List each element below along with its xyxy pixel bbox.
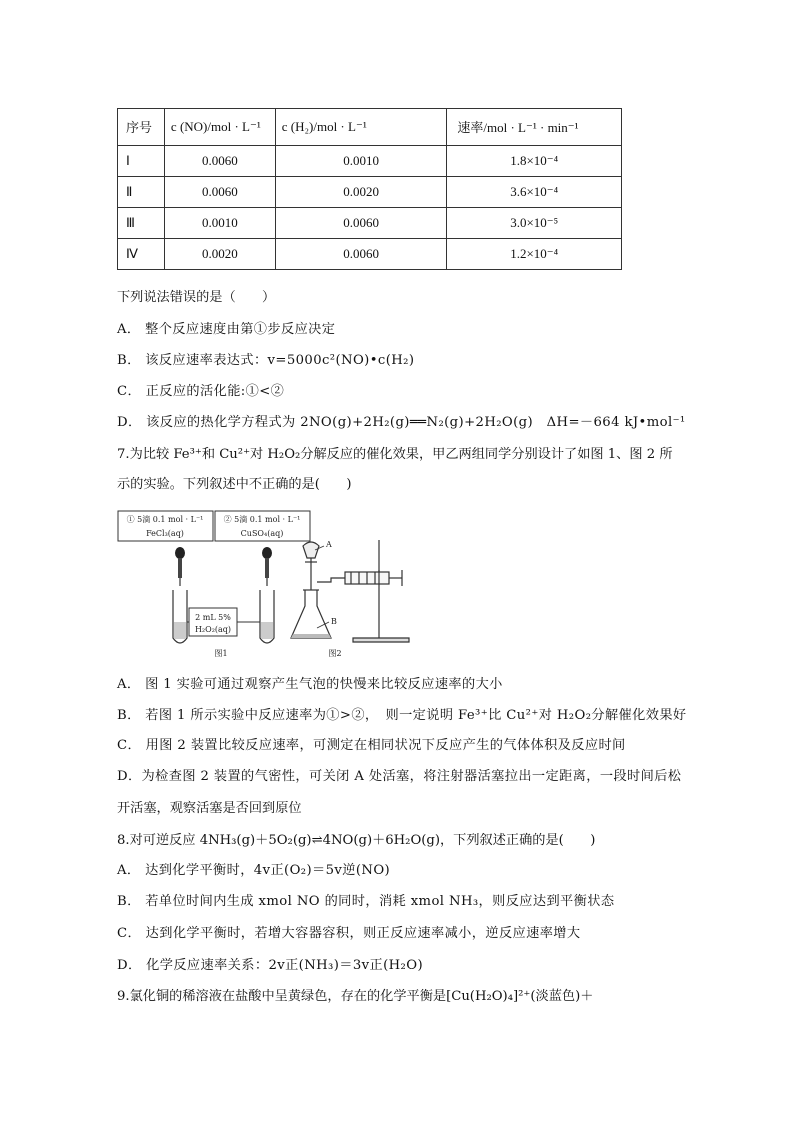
table-cell: Ⅰ (118, 145, 165, 176)
table-cell: 0.0060 (164, 145, 275, 176)
table-cell: 1.8×10⁻⁴ (447, 145, 622, 176)
table-cell: Ⅳ (118, 238, 165, 269)
q8-option-b: B． 若单位时间内生成 xmol NO 的同时，消耗 xmol NH₃，则反应达到平衡状态 (117, 894, 615, 909)
rate-data-table (117, 108, 622, 270)
q8-option-a: A． 达到化学平衡时，4v正(O₂)＝5v逆(NO) (117, 863, 391, 878)
mark-b: B (331, 617, 337, 626)
q6-option-c: C． 正反应的活化能:①<② (117, 384, 285, 399)
table-cell: 0.0060 (275, 207, 447, 238)
tube-2-liquid (261, 622, 273, 639)
tube-label-b: H₂O₂(aq) (194, 625, 232, 634)
figure-1-caption: 图1 (214, 649, 228, 658)
q7-figure (117, 510, 417, 665)
table-header-cell: 速率/mol · L⁻¹ · min⁻¹ (447, 109, 622, 146)
table-cell: 1.2×10⁻⁴ (447, 238, 622, 269)
table-row (118, 207, 622, 238)
table-cell: 0.0060 (275, 238, 447, 269)
label-2b: CuSO₄(aq) (240, 529, 284, 538)
figure-2-caption: 图2 (328, 649, 342, 658)
table-cell: 0.0020 (275, 176, 447, 207)
label-2: ② 5滴 0.1 mol · L⁻¹ (223, 515, 301, 524)
table-row (118, 238, 622, 269)
table-row (118, 176, 622, 207)
q6-option-a: A． 整个反应速度由第①步反应决定 (117, 322, 336, 337)
label-1b: FeCl₃(aq) (146, 529, 184, 538)
mark-a: A (326, 540, 332, 549)
label-1: ① 5滴 0.1 mol · L⁻¹ (126, 515, 204, 524)
flask-apparatus-icon (291, 540, 409, 642)
dropper-1-icon (175, 547, 185, 586)
dropper-2-icon (262, 547, 272, 586)
q7-option-d-cont: 开活塞，观察活塞是否回到原位 (117, 801, 302, 816)
table-cell: 0.0060 (164, 176, 275, 207)
q6-stem: 下列说法错误的是（ ） (117, 290, 276, 305)
table-row (118, 145, 622, 176)
tube-label-a: 2 mL 5% (195, 613, 231, 622)
q7-option-b: B． 若图 1 所示实验中反应速率为①>②， 则一定说明 Fe³⁺比 Cu²⁺对 H₂O₂分解催化效果好 (117, 708, 687, 723)
table-cell: Ⅲ (118, 207, 165, 238)
table-cell: 0.0010 (164, 207, 275, 238)
q7-option-a: A． 图 1 实验可通过观察产生气泡的快慢来比较反应速率的大小 (117, 677, 503, 692)
table-cell: 0.0010 (275, 145, 447, 176)
table-header-row (118, 109, 622, 146)
table-cell: 0.0020 (164, 238, 275, 269)
q8-stem: 8.对可逆反应 4NH₃(g)＋5O₂(g)⇌4NO(g)＋6H₂O(g)，下列叙述正确的是( ) (117, 833, 596, 848)
q7-option-c: C． 用图 2 装置比较反应速率，可测定在相同状况下反应产生的气体体积及反应时间 (117, 738, 626, 753)
table-cell: 3.6×10⁻⁴ (447, 176, 622, 207)
q6-option-b: B． 该反应速率表达式：v=5000c²(NO)•c(H₂) (117, 353, 415, 368)
table-header-cell: 序号 (118, 109, 165, 146)
q8-option-d: D． 化学反应速率关系：2v正(NH₃)＝3v正(H₂O) (117, 958, 423, 973)
table-cell: 3.0×10⁻⁵ (447, 207, 622, 238)
q8-option-c: C． 达到化学平衡时，若增大容器容积，则正反应速率减小，逆反应速率增大 (117, 926, 581, 941)
q6-option-d: D． 该反应的热化学方程式为 2NO(g)+2H₂(g)══N₂(g)+2H₂O(g) ΔH=－664 kJ•mol⁻¹ (117, 415, 686, 430)
table-header-cell: c (H₂)/mol · L⁻¹ (275, 109, 447, 146)
table-cell: Ⅱ (118, 176, 165, 207)
tube-1-liquid (174, 622, 186, 639)
q9-stem: 9.氯化铜的稀溶液在盐酸中呈黄绿色，存在的化学平衡是[Cu(H₂O)₄]²⁺(淡蓝色)＋ (117, 989, 594, 1004)
q7-option-d: D．为检查图 2 装置的气密性，可关闭 A 处活塞，将注射器活塞拉出一定距离，一段时间后松 (117, 769, 682, 784)
flask-liquid (291, 634, 331, 638)
q7-stem-line1: 7.为比较 Fe³⁺和 Cu²⁺对 H₂O₂分解反应的催化效果，甲乙两组同学分别设计了如图 1、图 2 所 (117, 447, 673, 462)
q7-stem-line2: 示的实验。下列叙述中不正确的是( ) (117, 477, 352, 492)
table-header-cell: c (NO)/mol · L⁻¹ (164, 109, 275, 146)
pointer-b (317, 622, 329, 628)
